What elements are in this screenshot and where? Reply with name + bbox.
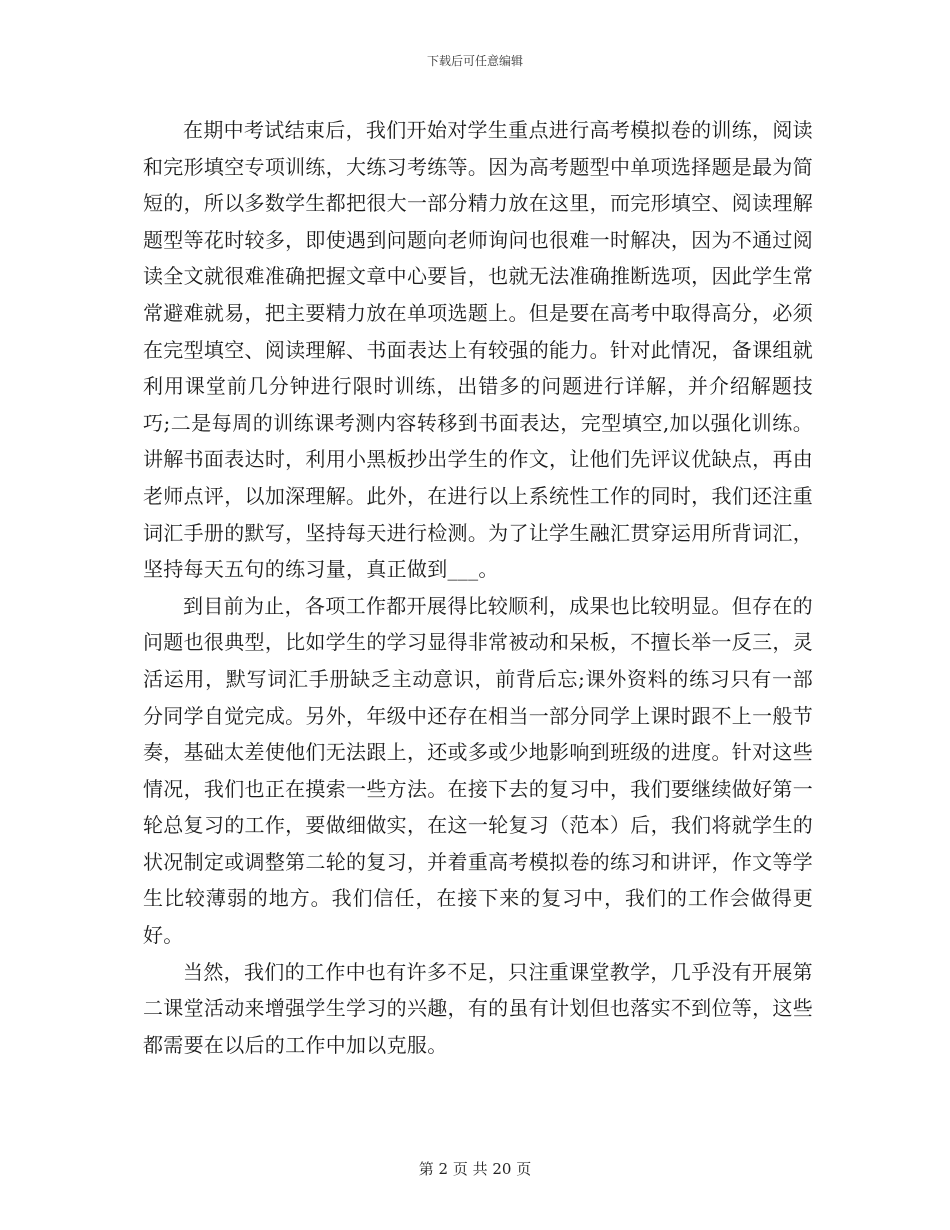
paragraph: 在期中考试结束后，我们开始对学生重点进行高考模拟卷的训练，阅读和完形填空专项训练，大练习考练等。因为高考题型中单项选择题是最为简短的，所以多数学生都把很大一部分精力放在这里，而完形填空、阅读理解题型等花时较多，即使遇到问题向老师询问也很难一时解决，因为不通过阅读全文就很难准确把握文章中心要旨，也就无法准确推断选项，因此学生常常避难就易，把主要精力放在单项选题上。但是要在高考中取得高分，必须在完型填空、阅读理解、书面表达上有较强的能力。针对此情况，备课组就利用课堂前几分钟进行限时训练，出错多的问题进行详解，并介绍解题技巧;二是每周的训练课考测内容转移到书面表达，完型填空,加以强化训练。讲解书面表达时，利用小黑板抄出学生的作文，让他们先评议优缺点，再由老师点评，以加深理解。此外，在进行以上系统性工作的同时，我们还注重词汇手册的默写，坚持每天进行检测。为了让学生融汇贯穿运用所背词汇，坚持每天五句的练习量，真正做到___。: [143, 118, 813, 582]
document-body: [143, 112, 813, 1063]
page-number: 第 2 页 共 20 页: [418, 1160, 532, 1178]
page-header: 下载后可任意编辑: [426, 54, 523, 68]
paragraph: 当然，我们的工作中也有许多不足，只注重课堂教学，几乎没有开展第二课堂活动来增强学生学习的兴趣，有的虽有计划但也落实不到位等，这些都需要在以后的工作中加以克服。: [143, 959, 813, 1057]
paragraph: 到目前为止，各项工作都开展得比较顺利，成果也比较明显。但存在的问题也很典型，比如学生的学习显得非常被动和呆板，不擅长举一反三，灵活运用，默写词汇手册缺乏主动意识，前背后忘;课外资料的练习只有一部分同学自觉完成。另外，年级中还存在相当一部分同学上课时跟不上一般节奏，基础太差使他们无法跟上，还或多或少地影响到班级的进度。针对这些情况，我们也正在摸索一些方法。在接下去的复习中，我们要继续做好第一轮总复习的工作，要做细做实，在这一轮复习（范本）后，我们将就学生的状况制定或调整第二轮的复习，并着重高考模拟卷的练习和讲评，作文等学生比较薄弱的地方。我们信任，在接下来的复习中，我们的工作会做得更好。: [143, 593, 813, 948]
